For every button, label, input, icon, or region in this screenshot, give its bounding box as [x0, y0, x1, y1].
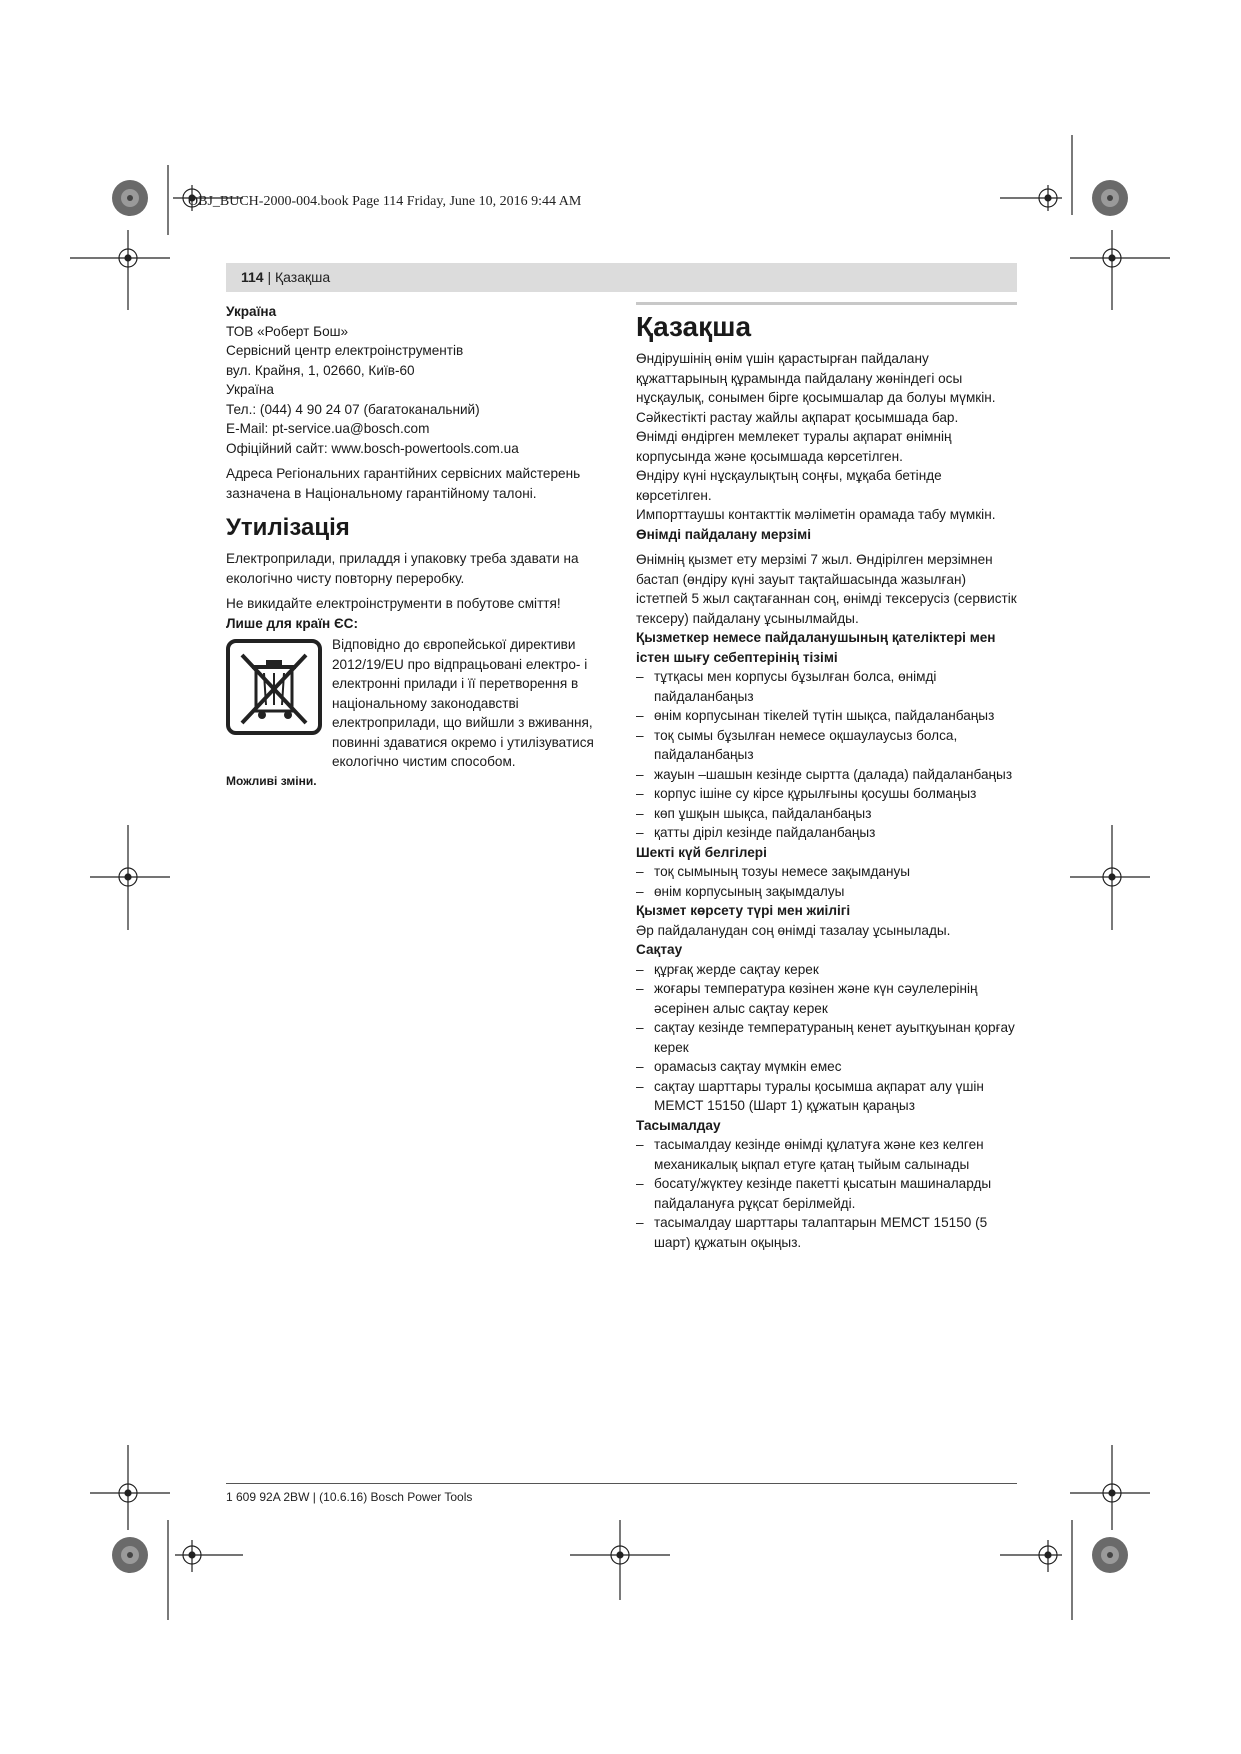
list-item: – жауын –шашын кезінде сыртта (далада) пайдаланбаңыз	[636, 765, 1017, 785]
right-column	[636, 302, 1017, 1252]
list-item: – сақтау кезінде температураның кенет ауытқуынан қорғау керек	[636, 1018, 1017, 1057]
list-item: – құрғақ жерде сақтау керек	[636, 960, 1017, 980]
page-footer: 1 609 92A 2BW | (10.6.16) Bosch Power Tools	[226, 1490, 473, 1504]
address-line: Тел.: (044) 4 90 24 07 (багатоканальний)	[226, 401, 480, 417]
crosshair-icon	[90, 825, 170, 930]
disposal-paragraph: Електроприлади, приладдя і упаковку треба здавати на екологічно чисту повторну переробку.	[226, 551, 579, 586]
left-column	[226, 302, 606, 791]
address-line: Україна	[226, 382, 274, 397]
storage-heading: Сақтау	[636, 942, 683, 957]
crosshair-icon	[1070, 825, 1150, 930]
maintenance-heading: Қызмет көрсету түрі мен жиілігі	[636, 903, 851, 918]
registration-disc-icon	[112, 180, 148, 216]
limit-states-list	[636, 862, 1017, 901]
list-item: – тұтқасы мен корпусы бұзылған болса, өнімді пайдаланбаңыз	[636, 667, 1017, 706]
crosshair-icon	[90, 1445, 170, 1530]
list-item: – өнім корпусынан тікелей түтін шықса, пайдаланбаңыз	[636, 706, 1017, 726]
service-life-heading: Өнімді пайдалану мерзімі	[636, 526, 811, 542]
list-item: – жоғары температура көзінен және күн сәулелерінің әсерінен алыс сақтау керек	[636, 979, 1017, 1018]
registration-disc-icon	[112, 1537, 148, 1573]
crossed-bin-icon	[226, 639, 322, 735]
eu-directive-text: Відповідно до європейської директиви 2012/19/EU про відпрацьовані електро- і електронні прилади і її перетворення в національному законодавстві електроприлади, що вийшли з вживання, повинні здаватися окремо і утилізуватися екологічно чистим способом.	[332, 637, 594, 769]
page-header-bar	[226, 263, 1017, 292]
print-header: OBJ_BUCH-2000-004.book Page 114 Friday, June 10, 2016 9:44 AM	[188, 194, 582, 209]
crosshair-icon	[570, 1520, 670, 1600]
header-section: Қазақша	[275, 269, 331, 285]
intro-paragraph: Өндіру күні нұсқаулықтың соңғы, мұқаба бетінде көрсетілген.	[636, 468, 942, 503]
address-line: E-Mail: pt-service.ua@bosch.com	[226, 421, 430, 436]
list-item: – тасымалдау шарттары талаптарын МЕМСТ 15150 (5 шарт) құжатын оқыңыз.	[636, 1213, 1017, 1252]
intro-paragraph: Өндірушінің өнім үшін қарастырған пайдалану құжаттарының құрамында пайдалану жөніндегі осы нұсқаулық, сонымен бірге қосымшалар да болуы мүмкін.	[636, 351, 996, 405]
address-line: вул. Крайня, 1, 02660, Київ-60	[226, 362, 415, 378]
section-rule	[636, 302, 1017, 305]
list-item: – өнім корпусының зақымдалуы	[636, 882, 1017, 902]
transport-list	[636, 1135, 1017, 1252]
disposal-paragraph: Не викидайте електроінструменти в побутове сміття!	[226, 596, 561, 611]
crosshair-icon	[1070, 1445, 1150, 1530]
list-item: – көп ұшқын шықса, пайдаланбаңыз	[636, 804, 1017, 824]
crosshair-icon	[1000, 1520, 1072, 1620]
list-item: – тоқ сымының тозуы немесе зақымдануы	[636, 862, 1017, 882]
list-item: – қатты діріл кезінде пайдаланбаңыз	[636, 823, 1017, 843]
section-title: Қазақша	[636, 311, 752, 342]
address-line: Сервісний центр електроінструментів	[226, 343, 464, 358]
intro-paragraph: Сәйкестікті растау жайлы ақпарат қосымшада бар.	[636, 409, 959, 425]
address-line: ТОВ «Роберт Бош»	[226, 323, 349, 339]
list-item: – сақтау шарттары туралы қосымша ақпарат алу үшін МЕМСТ 15150 (Шарт 1) құжатын қараңыз	[636, 1077, 1017, 1116]
crosshair-icon	[1000, 135, 1072, 215]
transport-heading: Тасымалдау	[636, 1117, 721, 1133]
regional-note: Адреса Регіональних гарантійних сервісних майстерень зазначена в Національному гарантійному талоні.	[226, 466, 581, 501]
disposal-title: Утилізація	[226, 514, 350, 541]
limit-states-heading: Шекті күй белгілері	[636, 844, 767, 860]
weee-block	[226, 635, 606, 772]
list-item: – тоқ сымы бұзылған немесе оқшаулаусыз болса, пайдаланбаңыз	[636, 726, 1017, 765]
list-item: – корпус ішіне су кірсе құрылғыны қосушы болмаңыз	[636, 784, 1017, 804]
crosshair-icon	[1070, 230, 1170, 310]
address-line: Офіційний сайт: www.bosch-powertools.com.ua	[226, 440, 519, 456]
registration-disc-icon	[1092, 1537, 1128, 1573]
eu-only-heading: Лише для країн ЄС:	[226, 615, 359, 631]
header-separator: |	[263, 269, 276, 285]
footer-rule	[226, 1483, 1017, 1484]
changes-note: Можливі зміни.	[226, 773, 317, 788]
maintenance-text: Әр пайдаланудан соң өнімді тазалау ұсынылады.	[636, 922, 951, 938]
crosshair-icon	[70, 230, 170, 310]
errors-list	[636, 667, 1017, 843]
registration-disc-icon	[1092, 180, 1128, 216]
service-life-text: Өнімнің қызмет ету мерзімі 7 жыл. Өндірілген мерзімнен бастап (өндіру күні зауыт тақтайшасында жазылған) істетпей 5 жыл сақтағаннан соң, өнімді тексерусіз (сервистік тексеру) пайдалану ұсынылмайды.	[636, 552, 1017, 626]
list-item: – тасымалдау кезінде өнімді құлатуға және кез келген механикалық ықпал етуге қатаң тыйым салынады	[636, 1135, 1017, 1174]
crosshair-icon	[168, 1520, 243, 1620]
list-item: – босату/жүктеу кезінде пакетті қысатын машиналарды пайдалануға рұқсат берілмейді.	[636, 1174, 1017, 1213]
intro-paragraph: Өнімді өндірген мемлекет туралы ақпарат өнімнің корпусында және қосымшада көрсетілген.	[636, 429, 952, 464]
page-number: 114	[241, 269, 264, 285]
errors-heading: Қызметкер немесе пайдаланушының қателіктері мен істен шығу себептерінің тізімі	[636, 630, 996, 665]
intro-paragraph: Импорттаушы контакттік мәліметін орамада табу мүмкін.	[636, 507, 996, 522]
list-item: – орамасыз сақтау мүмкін емес	[636, 1057, 1017, 1077]
country-heading: Україна	[226, 304, 277, 319]
storage-list	[636, 960, 1017, 1116]
page-header	[241, 269, 330, 285]
